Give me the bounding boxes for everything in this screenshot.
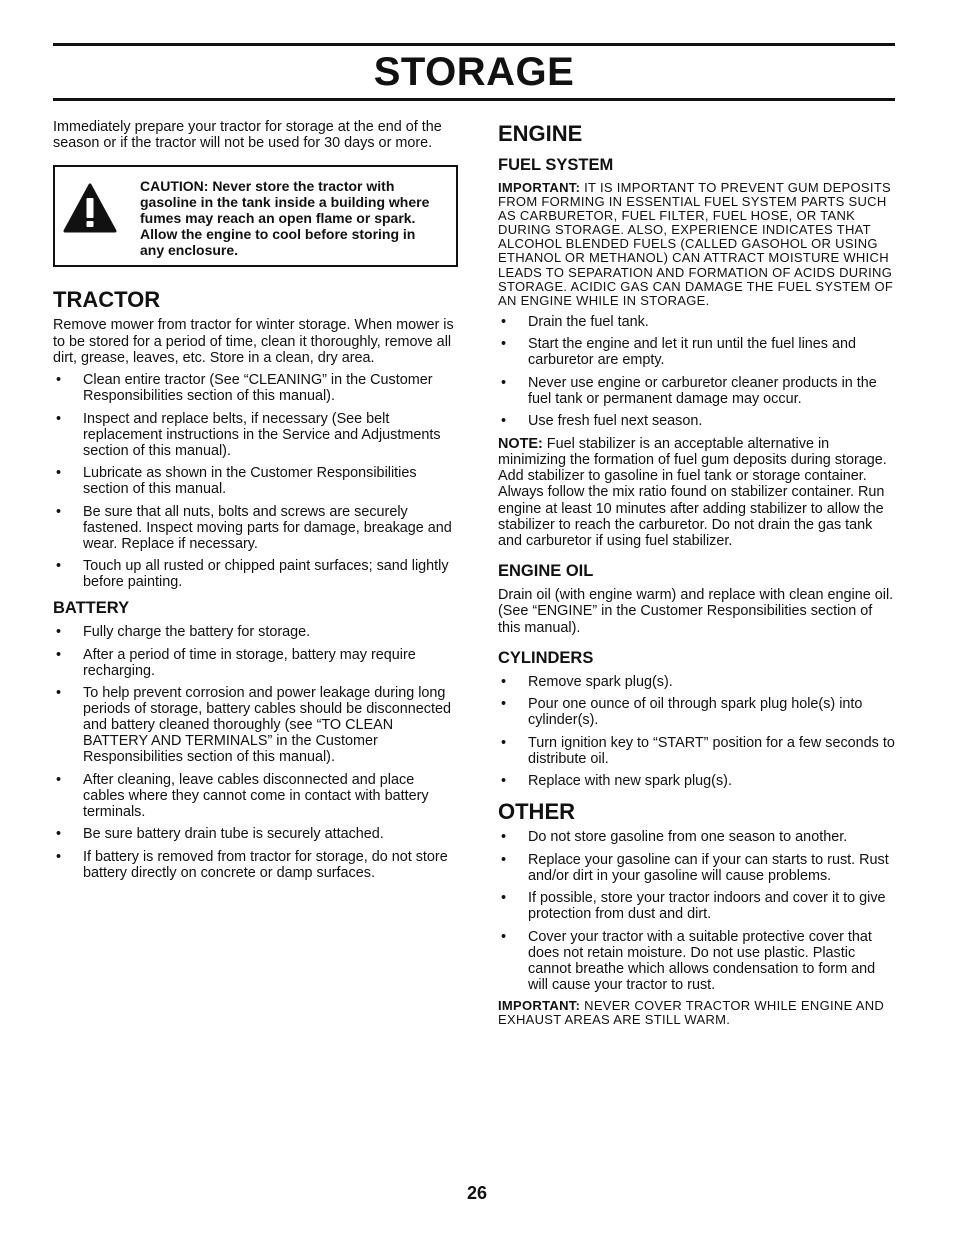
other-list — [498, 829, 898, 993]
list-item: • After a period of time in storage, battery may require recharging. — [56, 646, 416, 679]
tractor-list — [53, 372, 458, 590]
caution-text: CAUTION: Never store the tractor with gasoline in the tank inside a building where fumes may reach an open flame or spark. Allow the engine to cool before storing in any enclosure. — [140, 178, 430, 259]
list-item: • Clean entire tractor (See “CLEANING” in the Customer Responsibilities section of this manual). — [56, 372, 433, 405]
other-important: IMPORTANT: NEVER COVER TRACTOR WHILE ENGINE AND EXHAUST AREAS ARE STILL WARM. — [498, 998, 885, 1028]
title-rule-bottom — [53, 98, 895, 101]
list-item: • Inspect and replace belts, if necessary (See belt replacement instructions in the Service and Adjustments section of this manual). — [56, 410, 441, 459]
list-item: • Start the engine and let it run until the fuel lines and carburetor are empty. — [501, 336, 857, 369]
section-heading-battery: BATTERY — [53, 599, 130, 618]
page-title: STORAGE — [373, 50, 575, 94]
caution-box — [53, 165, 458, 267]
list-item: • Be sure that all nuts, bolts and screws are securely fastened. Inspect moving parts for damage, breakage and wear. Replace if necessary. — [56, 503, 452, 552]
left-column — [53, 119, 458, 887]
page-number: 26 — [466, 1183, 488, 1203]
list-item: • Touch up all rusted or chipped paint surfaces; sand lightly before painting. — [56, 558, 449, 591]
section-heading-other: OTHER — [498, 799, 575, 825]
list-item: • To help prevent corrosion and power leakage during long periods of storage, battery cables should be disconnected and battery cleaned thoroughly (see “TO CLEAN BATTERY AND TERMINALS” in the Customer Responsibilities section of this manual). — [56, 685, 451, 766]
right-column — [498, 119, 898, 1028]
list-item: • Use fresh fuel next season. — [501, 413, 703, 430]
list-item: • Do not store gasoline from one season to another. — [501, 829, 848, 846]
list-item: • Remove spark plug(s). — [501, 673, 673, 690]
fuel-stabilizer-note: NOTE: Fuel stabilizer is an acceptable alternative in minimizing the formation of fuel gum deposits during storage. Add stabilizer to gasoline in fuel tank or storage container. Always follow the mix ratio found on stabilizer container. Run engine at least 10 minutes after adding stabilizer to allow the stabilizer to reach the carburetor. Do not drain the gas tank and carburetor if using fuel stabilizer. — [498, 435, 887, 550]
engine-oil-text: Drain oil (with engine warm) and replace with clean engine oil. (See “ENGINE” in the Customer Responsibilities section of this manual). — [498, 587, 894, 636]
fuel-system-important: IMPORTANT: IT IS IMPORTANT TO PREVENT GUM DEPOSITS FROM FORMING IN ESSENTIAL FUEL SYSTEM PARTS SUCH AS CARBURETOR, FUEL FILTER, FUEL HOSE, OR TANK DURING STORAGE. ALSO, EXPERIENCE INDICATES THAT ALCOHOL BLENDED FUELS (CALLED GASOHOL OR USING ETHANOL OR METHANOL) CAN ATTRACT MOISTURE WHICH LEADS TO SEPARATION AND FORMATION OF ACIDS DURING STORAGE. ACIDIC GAS CAN DAMAGE THE FUEL SYSTEM OF AN ENGINE WHILE IN STORAGE. — [498, 180, 894, 308]
title-rule-top — [53, 43, 895, 46]
list-item: • Drain the fuel tank. — [501, 313, 649, 330]
list-item: • Lubricate as shown in the Customer Responsibilities section of this manual. — [56, 465, 417, 498]
list-item: • If possible, store your tractor indoors and cover it to give protection from dust and dirt. — [501, 890, 886, 923]
list-item: • Never use engine or carburetor cleaner products in the fuel tank or permanent damage may occur. — [501, 374, 877, 407]
list-item: • Fully charge the battery for storage. — [56, 624, 311, 641]
list-item: • Replace your gasoline can if your can starts to rust. Rust and/or dirt in your gasoline will cause problems. — [501, 851, 889, 884]
list-item: • If battery is removed from tractor for storage, do not store battery directly on concrete or damp surfaces. — [56, 848, 448, 881]
section-heading-tractor: TRACTOR — [53, 287, 161, 313]
battery-list — [53, 624, 458, 881]
cylinders-list — [498, 674, 898, 790]
list-item: • Pour one ounce of oil through spark plug hole(s) into cylinder(s). — [501, 696, 863, 729]
fuel-system-list — [498, 314, 898, 430]
list-item: • After cleaning, leave cables disconnected and place cables where they cannot come in contact with battery terminals. — [56, 771, 429, 820]
subheading-cylinders: CYLINDERS — [498, 648, 594, 667]
section-heading-engine: ENGINE — [498, 121, 583, 146]
subheading-fuel-system: FUEL SYSTEM — [498, 156, 614, 174]
intro-paragraph: Immediately prepare your tractor for storage at the end of the season or if the tractor will not be used for 30 days or more. — [53, 119, 442, 152]
subheading-engine-oil: ENGINE OIL — [498, 562, 594, 581]
warning-triangle-icon — [63, 183, 117, 233]
list-item: • Turn ignition key to “START” position for a few seconds to distribute oil. — [501, 734, 895, 767]
list-item: • Cover your tractor with a suitable protective cover that does not retain moisture. Do not use plastic. Plastic cannot breathe which allows condensation to form and will cause your tractor to rust. — [501, 928, 876, 993]
tractor-intro: Remove mower from tractor for winter storage. When mower is to be stored for a period of time, clean it thoroughly, remove all dirt, grease, leaves, etc. Store in a clean, dry area. — [53, 317, 454, 366]
list-item: • Be sure battery drain tube is securely attached. — [56, 826, 384, 843]
list-item: • Replace with new spark plug(s). — [501, 773, 732, 790]
